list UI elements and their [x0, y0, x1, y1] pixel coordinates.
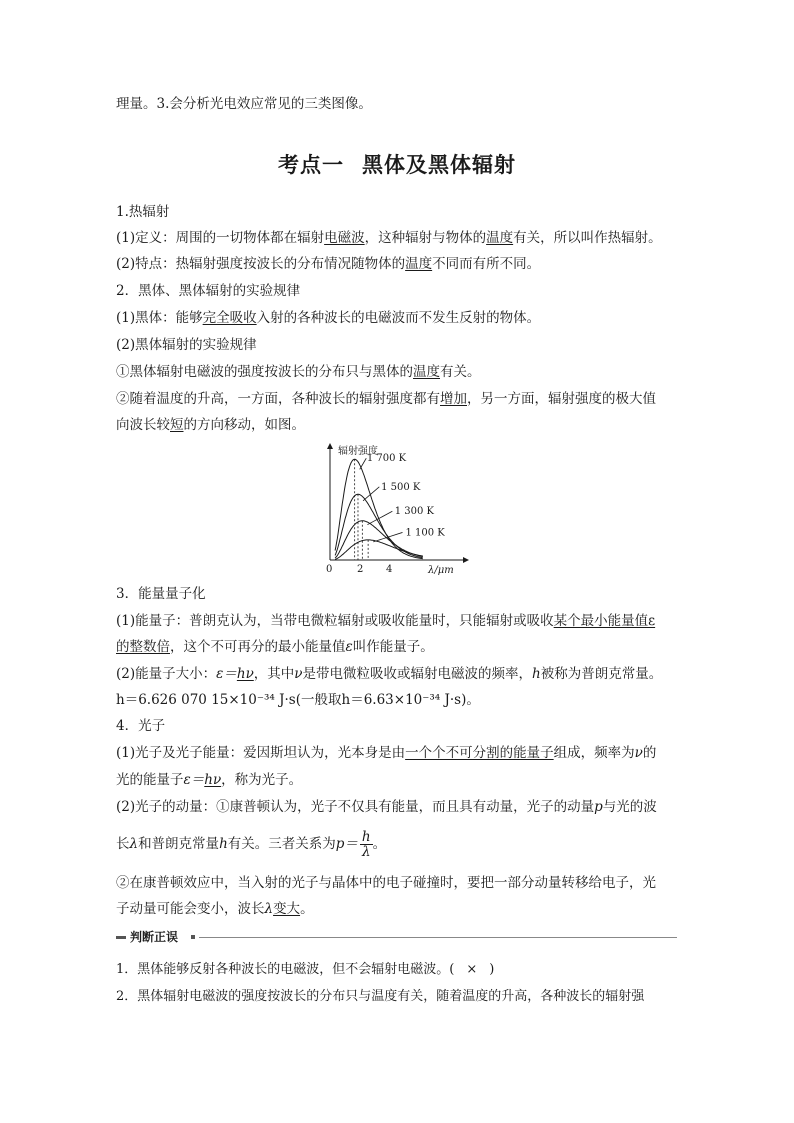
section-title	[0, 149, 794, 179]
s4-momentum: (2)光子的动量：①康普顿认为，光子不仅具有能量，而且具有动量，光子的动量p与光的波	[116, 799, 657, 815]
s2-law1: ①黑体辐射电磁波的强度按波长的分布只与黑体的温度有关。	[116, 364, 481, 380]
s4-compton-cont: 子动量可能会变小，波长λ变大。	[116, 901, 314, 917]
blank-answer: hν	[204, 772, 222, 788]
s2-blackbody: (1)黑体：能够完全吸收入射的各种波长的电磁波而不发生反射的物体。	[116, 310, 541, 326]
fraction-h-over-lambda: $\frac{h}{\lambda}$	[361, 829, 371, 860]
header-rule	[199, 937, 677, 938]
label-leader-line	[360, 458, 367, 469]
s2-law2-cont: 向波长较短的方向移动，如图。	[116, 417, 305, 433]
s3-quantum-size: (2)能量子大小：ε＝hν，其中ν是带电微粒吸收或辐射电磁波的频率，h被称为普朗克常量。	[116, 666, 663, 682]
s4-photon: (1)光子及光子能量：爱因斯坦认为，光本身是由一个个不可分割的能量子组成，频率为ν的	[116, 745, 657, 761]
blank-answer: 一个个不可分割的能量子	[405, 745, 554, 761]
section-number: 考点一	[278, 153, 344, 177]
label-leader-line	[367, 511, 392, 524]
section-name: 黑体及黑体辐射	[362, 153, 516, 177]
s3-quantum: (1)能量子：普朗克认为，当带电微粒辐射或吸收能量时，只能辐射或吸收某个最小能量值ε	[116, 613, 656, 629]
series-curve	[335, 494, 423, 557]
blank-answer: 电磁波	[324, 230, 365, 246]
series-label: 1 100 K	[405, 527, 445, 539]
s3-heading: 3．能量量子化	[116, 586, 206, 602]
judge-label: 判断正误	[130, 930, 179, 944]
s1-heading: 1.热辐射	[116, 204, 170, 220]
s4-momentum-cont: 长λ和普朗克常量h有关。三者关系为p＝ $\frac{h}{\lambda}$ 。	[116, 829, 387, 860]
series-label: 1 700 K	[366, 453, 407, 465]
y-axis-label: 辐射强度	[338, 446, 378, 457]
blank-answer: 温度	[405, 256, 433, 272]
blank-answer: 增加	[440, 391, 467, 407]
s4-photon-cont: 光的能量子ε＝hν，称为光子。	[116, 772, 303, 788]
series-label: 1 500 K	[381, 481, 421, 493]
s1-definition: (1)定义：周围的一切物体都在辐射电磁波，这种辐射与物体的温度有关，所以叫作热辐射。	[116, 230, 662, 246]
s2-law-heading: (2)黑体辐射的实验规律	[116, 337, 257, 353]
judge-question-1: 1．黑体能够反射各种波长的电磁波，但不会辐射电磁波。( × )	[116, 962, 495, 977]
judge-question-2: 2．黑体辐射电磁波的强度按波长的分布只与温度有关，随着温度的升高，各种波长的辐射强	[116, 989, 645, 1004]
intro-line: 理量。3.会分析光电效应常见的三类图像。	[116, 96, 372, 112]
x-tick-label: 0	[326, 564, 333, 575]
blank-answer: 短	[170, 417, 184, 433]
blank-answer: 温度	[413, 364, 440, 380]
series-label: 1 300 K	[394, 506, 435, 518]
judge-section-header	[116, 926, 678, 948]
header-bar-icon	[116, 936, 126, 939]
s1-feature: (2)特点：热辐射强度按波长的分布情况随物体的温度不同而有所不同。	[116, 256, 541, 272]
s4-compton: ②在康普顿效应中，当入射的光子与晶体中的电子碰撞时，要把一部分动量转移给电子，光	[116, 875, 656, 891]
blank-answer: 完全吸收	[202, 310, 257, 326]
series-curve	[335, 540, 423, 560]
blank-answer: hν	[236, 666, 254, 682]
blackbody-radiation-chart	[318, 440, 478, 578]
blank-answer: 的整数倍	[116, 639, 170, 655]
answer-mark: ×	[466, 962, 478, 977]
x-tick-label: 2	[357, 564, 364, 575]
x-tick-label: 4	[386, 564, 393, 575]
s4-heading: 4．光子	[116, 718, 166, 734]
header-square-icon	[191, 935, 195, 939]
s3-planck-constant: h＝6.626 070 15×10⁻³⁴ J·s(一般取h＝6.63×10⁻³⁴ J·s)。	[116, 692, 480, 708]
blank-answer: 温度	[486, 230, 514, 246]
label-leader-line	[373, 532, 402, 541]
s2-law2: ②随着温度的升高，一方面，各种波长的辐射强度都有增加，另一方面，辐射强度的极大值	[116, 391, 656, 407]
x-axis-label: λ/μm	[428, 565, 454, 576]
s3-quantum-cont: 的整数倍，这个不可再分的最小能量值ε叫作能量子。	[116, 639, 434, 655]
blank-answer: 某个最小能量值ε	[553, 613, 656, 629]
blank-answer: 变大	[273, 901, 301, 917]
s2-heading: 2．黑体、黑体辐射的实验规律	[116, 283, 301, 299]
